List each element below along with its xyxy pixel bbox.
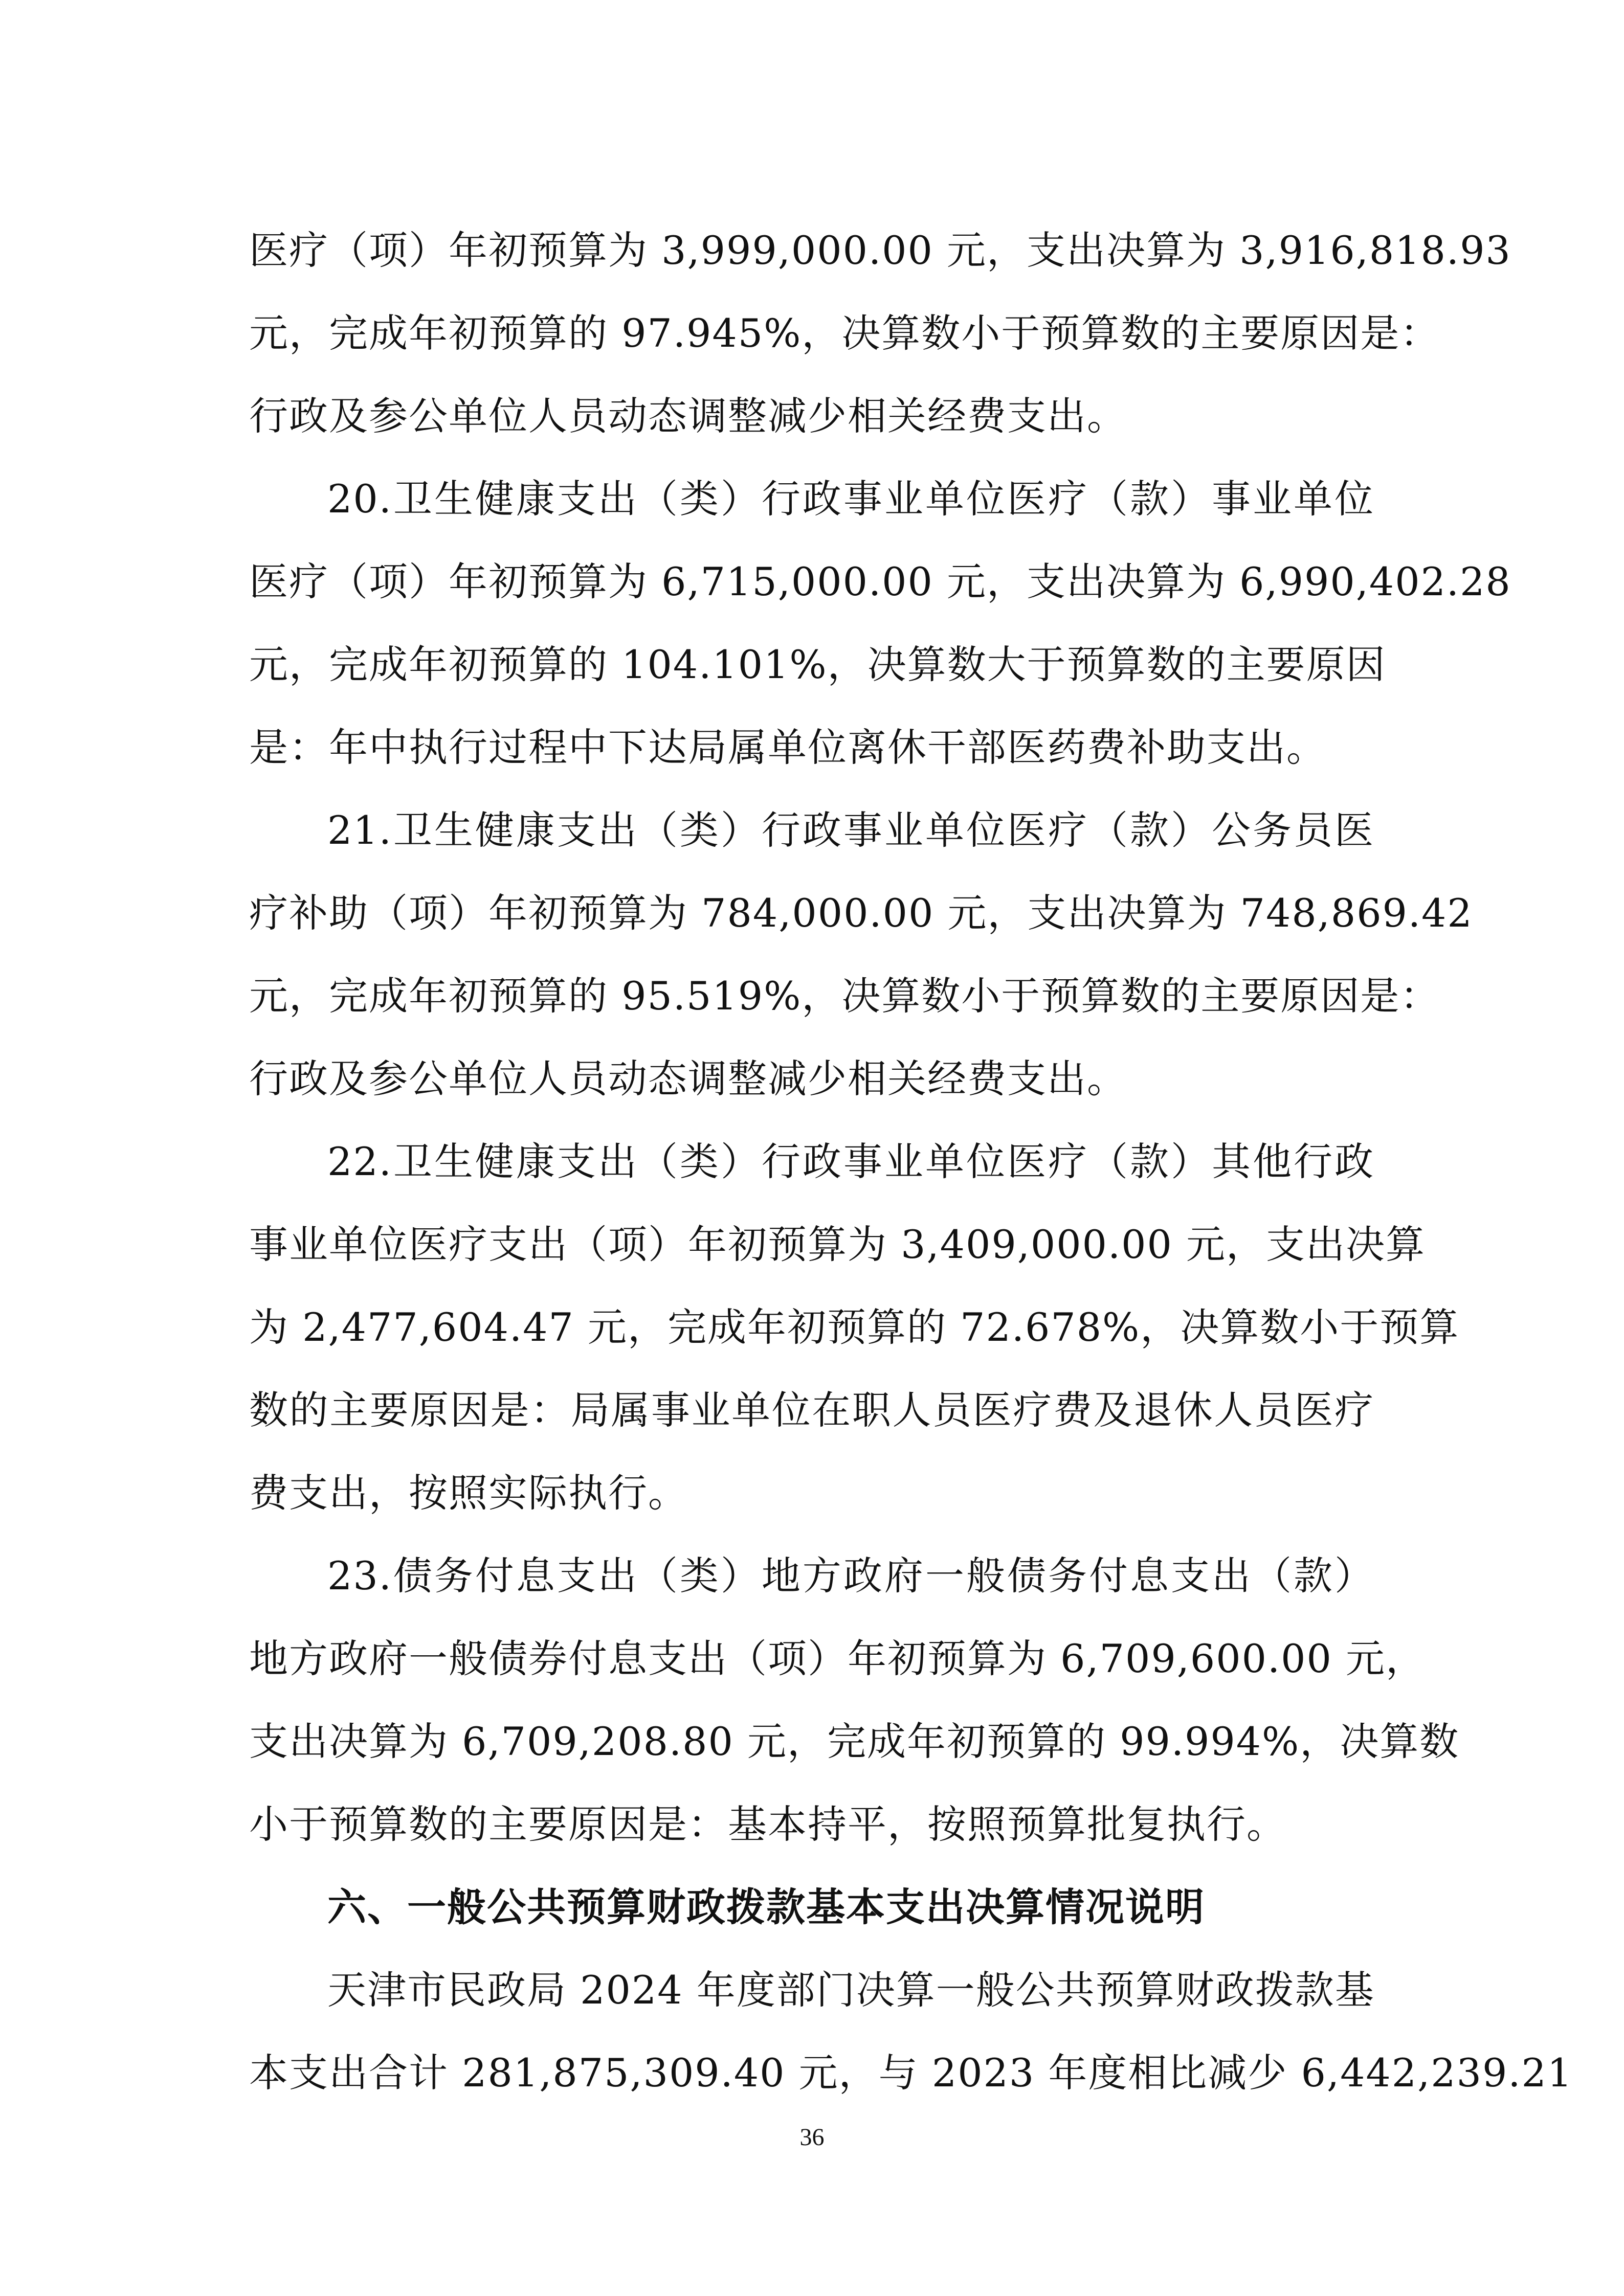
item-21-line: 元，完成年初预算的 95.519%，决算数小于预算数的主要原因是： [249,973,1440,1019]
item-22-line: 事业单位医疗支出（项）年初预算为 3,409,000.00 元，支出决算 [249,1222,1426,1267]
item-22-line: 费支出，按照实际执行。 [249,1470,688,1516]
item-22-line: 22.卫生健康支出（类）行政事业单位医疗（款）其他行政 [327,1139,1374,1184]
item-23-line: 小于预算数的主要原因是：基本持平，按照预算批复执行。 [249,1802,1286,1847]
section-six-line: 本支出合计 281,875,309.40 元，与 2023 年度相比减少 6,442,239.21 [249,2050,1573,2096]
paragraph-line: 医疗（项）年初预算为 3,999,000.00 元，支出决算为 3,916,818.93 [249,228,1511,273]
page-number: 36 [799,2124,825,2151]
item-22-line: 为 2,477,604.47 元，完成年初预算的 72.678%，决算数小于预算 [249,1304,1460,1350]
item-23-line: 地方政府一般债券付息支出（项）年初预算为 6,709,600.00 元， [249,1636,1426,1681]
item-23-line: 支出决算为 6,709,208.80 元，完成年初预算的 99.994%，决算数 [249,1719,1460,1764]
item-20-line: 是：年中执行过程中下达局属单位离休干部医药费补助支出。 [249,725,1326,770]
section-six-line: 天津市民政局 2024 年度部门决算一般公共预算财政拨款基 [327,1967,1375,2013]
paragraph-line: 元，完成年初预算的 97.945%，决算数小于预算数的主要原因是： [249,310,1440,356]
item-20-line: 医疗（项）年初预算为 6,715,000.00 元，支出决算为 6,990,402.28 [249,559,1511,604]
item-21-line: 疗补助（项）年初预算为 784,000.00 元，支出决算为 748,869.42 [249,890,1473,936]
section-heading: 六、一般公共预算财政拨款基本支出决算情况说明 [327,1884,1205,1930]
paragraph-line: 行政及参公单位人员动态调整减少相关经费支出。 [249,393,1127,439]
item-23-line: 23.债务付息支出（类）地方政府一般债务付息支出（款） [327,1553,1374,1599]
item-21-line: 21.卫生健康支出（类）行政事业单位医疗（款）公务员医 [327,807,1374,853]
item-20-line: 元，完成年初预算的 104.101%，决算数大于预算数的主要原因 [249,642,1386,687]
item-21-line: 行政及参公单位人员动态调整减少相关经费支出。 [249,1056,1127,1101]
item-22-line: 数的主要原因是：局属事业单位在职人员医疗费及退休人员医疗 [249,1387,1374,1433]
item-20-line: 20.卫生健康支出（类）行政事业单位医疗（款）事业单位 [327,476,1374,522]
